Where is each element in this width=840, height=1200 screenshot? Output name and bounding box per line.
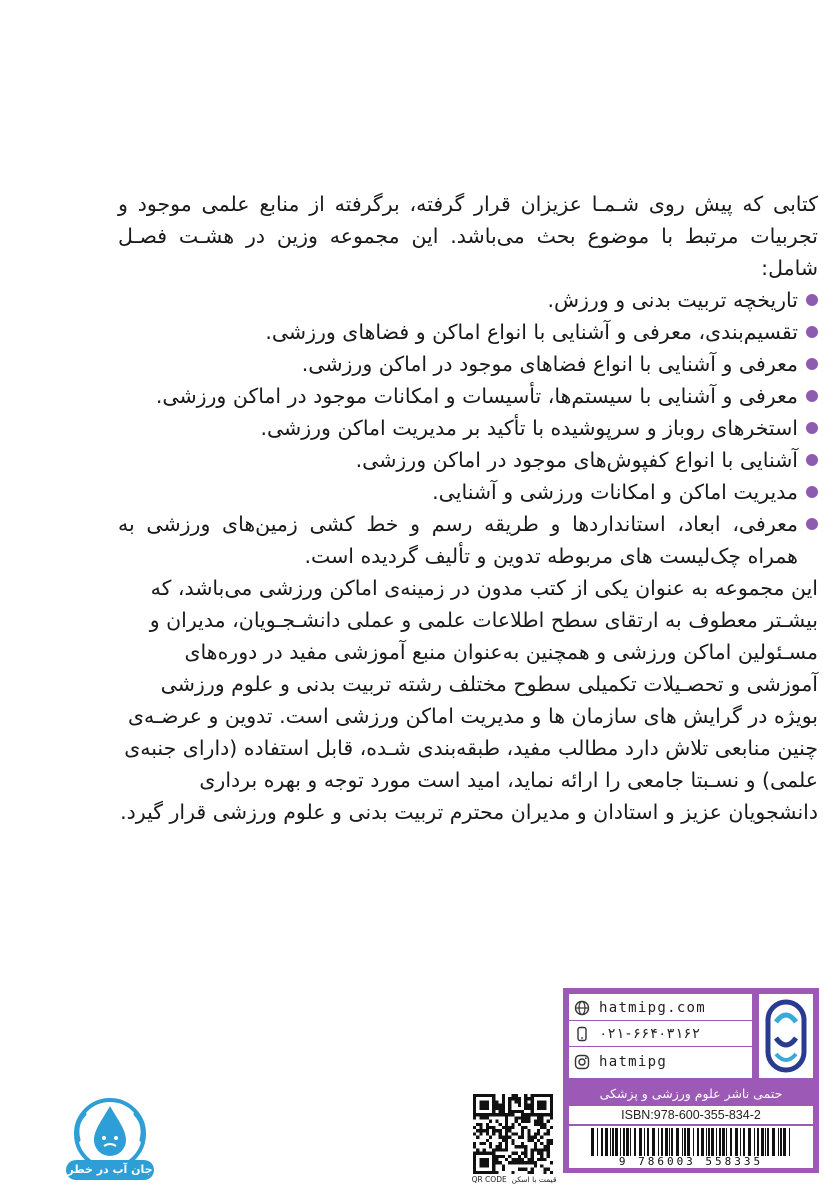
bullet-icon bbox=[806, 422, 818, 434]
bullet-icon bbox=[806, 358, 818, 370]
instagram-row[interactable] bbox=[569, 1050, 752, 1074]
publisher-contacts bbox=[569, 994, 752, 1078]
bullet-icon bbox=[806, 454, 818, 466]
qr-code[interactable] bbox=[470, 1094, 556, 1174]
bullet-icon bbox=[806, 486, 818, 498]
phone-row[interactable] bbox=[569, 1022, 752, 1047]
bullet-icon bbox=[806, 390, 818, 402]
list-item: تاریخچه تربیت بدنی و ورزش. bbox=[118, 284, 818, 316]
instagram-text: hatmipg bbox=[599, 1054, 668, 1070]
back-cover-text bbox=[118, 188, 818, 828]
closing-paragraph: این مجموعه به عنوان یکی از کتب مدون در زمینه‌ی اماکن ورزشی می‌باشد، که بیشـتر معطوف به ارتقای سطح اطلاعات علمی و عملی دانشـجـویان، مدیران و مسـئولین اماکن ورزشی و همچنین به‌عنوان منبع آموزشی مفید در دوره‌های آموزشی و تحصـیلات تکمیلی سطوح مختلف رشته تربیت بدنی و علوم ورزشی بویژه در گرایش‌ های سازمان‌ ها و مدیریت اماکن ورزشی است. تدوین و عرضـه‌ی چنین منابعی تلاش دارد مطالب مفید، طبقه‌بندی شـده، قابل استفاده (دارای جنبه‌ی علمی) و نسـبتا جامعی را ارائه نماید، امید است مورد توجه و بهره برداری دانشجویان عزیز و استادان و مدیران محترم تربیت بدنی و علوم ورزشی قرار گیرد. bbox=[120, 576, 818, 824]
isbn: ISBN:978-600-355-834-2 bbox=[569, 1106, 813, 1124]
barcode-number: 9 786003 558335 bbox=[569, 1156, 813, 1168]
intro-paragraph: کتابی که پیش روی شـمـا عزیزان قرار گرفته، برگرفته از منابع علمی موجود و تجربیات مرتبط با موضوع بحث می‌باشد. این مجموعه وزین در هشـت فصـل شامل: bbox=[118, 192, 818, 280]
phone-icon bbox=[573, 1025, 591, 1043]
qr-caption: QR CODE قیمت با اسکن bbox=[471, 1175, 557, 1184]
phone-text: ۰۲۱-۶۶۴۰۳۱۶۲ bbox=[599, 1026, 701, 1042]
badge-label: جان آب در خطر است bbox=[66, 1160, 154, 1180]
logo-icon bbox=[764, 998, 808, 1074]
bullet-icon bbox=[806, 326, 818, 338]
publisher-name: حتمی ناشر علوم ورزشی و پزشکی bbox=[599, 1086, 783, 1101]
list-item: معرفی، ابعاد، استانداردها و طریقه رسم و خط کشی زمین‌های ورزشی به همراه چک‌لیست های مربوطه تدوین و تألیف گردیده است. bbox=[118, 508, 818, 572]
list-item: معرفی و آشنایی با انواع فضاهای موجود در اماکن ورزشی. bbox=[118, 348, 818, 380]
chapter-list bbox=[118, 284, 818, 572]
globe-icon bbox=[573, 999, 591, 1017]
list-item: استخرهای روباز و سرپوشیده با تأکید بر مدیریت اماکن ورزشی. bbox=[118, 412, 818, 444]
website-row[interactable] bbox=[569, 996, 752, 1021]
barcode-bars bbox=[569, 1126, 813, 1156]
bullet-icon bbox=[806, 294, 818, 306]
publisher-logo bbox=[759, 994, 813, 1078]
list-item: تقسیم‌بندی، معرفی و آشنایی با انواع اماکن و فضاهای ورزشی. bbox=[118, 316, 818, 348]
bullet-icon bbox=[806, 518, 818, 530]
barcode bbox=[569, 1126, 813, 1168]
list-item: مدیریت اماکن و امکانات ورزشی و آشنایی. bbox=[118, 476, 818, 508]
publisher-box bbox=[563, 988, 819, 1173]
list-item: معرفی و آشنایی با سیستم‌ها، تأسیسات و امکانات موجود در اماکن ورزشی. bbox=[118, 380, 818, 412]
list-item: آشنایی با انواع کفپوش‌های موجود در اماکن ورزشی. bbox=[118, 444, 818, 476]
website-text: hatmipg.com bbox=[599, 1000, 707, 1016]
instagram-icon bbox=[573, 1053, 591, 1071]
